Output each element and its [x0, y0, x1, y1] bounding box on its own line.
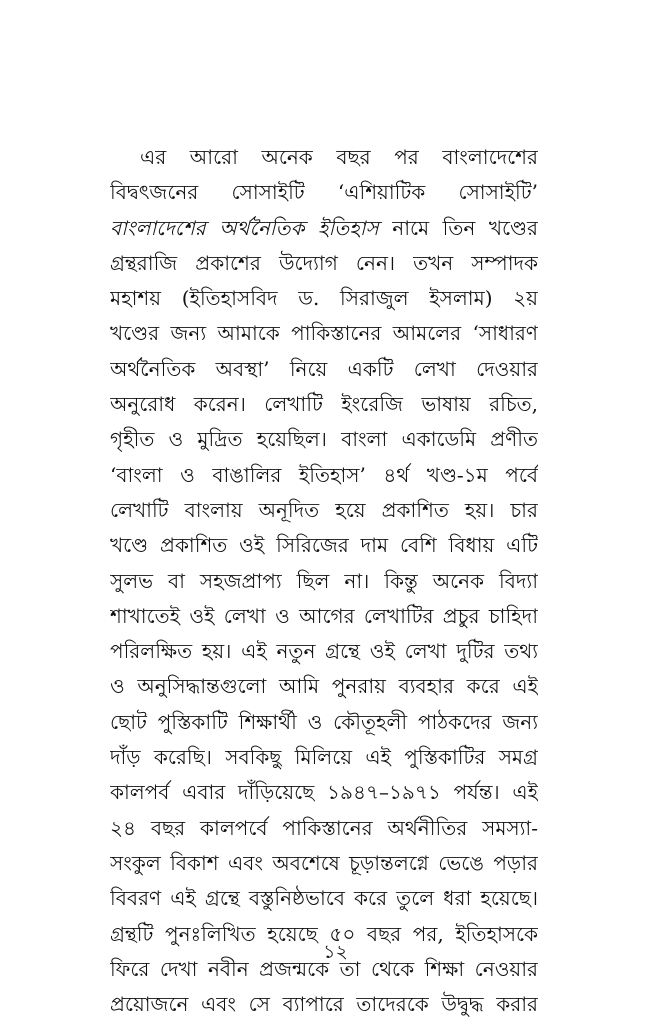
- text-line: গৃহীত ও মুদ্রিত হয়েছিল। বাংলা একাডেমি প্রণীত: [110, 427, 538, 452]
- text-line: ও অনুসিদ্ধান্তগুলো আমি পুনরায় ব্যবহার করে এই: [110, 674, 538, 699]
- text-line: লেখাটি বাংলায় অনূদিত হয়ে প্রকাশিত হয়। চার: [110, 497, 538, 522]
- text-line: শাখাতেই ওই লেখা ও আগের লেখাটির প্রচুর চাহিদা: [110, 603, 538, 628]
- text-line: সুলভ বা সহজপ্রাপ্য ছিল না। কিন্তু অনেক বিদ্যা: [110, 568, 538, 593]
- text-line: ‘বাংলা ও বাঙালির ইতিহাস’ ৪র্থ খণ্ড-১ম পর্বে: [110, 462, 538, 487]
- text-line: অনুরোধ করেন। লেখাটি ইংরেজি ভাষায় রচিত,: [110, 392, 538, 417]
- text-line: অর্থনৈতিক অবস্থা’ নিয়ে একটি লেখা দেওয়ার: [110, 356, 538, 381]
- text-line: খণ্ডের জন্য আমাকে পাকিস্তানের আমলের ‘সাধারণ: [110, 321, 538, 346]
- text-line: ছোট পুস্তিকাটি শিক্ষার্থী ও কৌতূহলী পাঠকদের জন্য: [110, 709, 538, 734]
- text-line: দাঁড় করেছি। সবকিছু মিলিয়ে এই পুস্তিকাটির সমগ্র: [110, 745, 538, 770]
- text-line: এর আরো অনেক বছর পর বাংলাদেশের: [140, 145, 538, 169]
- text-line: গ্রন্থটি পুনঃলিখিত হয়েছে ৫০ বছর পর, ইতিহাসকে: [110, 921, 538, 946]
- page-number: ১২: [323, 941, 348, 963]
- body-text: [110, 140, 538, 1022]
- text-line: মহাশয় (ইতিহাসবিদ ড. সিরাজুল ইসলাম) ২য়: [110, 286, 538, 311]
- text-line: কালপর্ব এবার দাঁড়িয়েছে ১৯৪৭–১৯৭১ পর্যন্ত। এই: [110, 780, 538, 805]
- text-line: গ্রন্থরাজি প্রকাশের উদ্যোগ নেন। তখন সম্পাদক: [110, 250, 538, 275]
- text-line: সংকুল বিকাশ এবং অবশেষে চূড়ান্তলগ্নে ভেঙে পড়ার: [110, 850, 538, 875]
- text-line: বিদ্বৎজনের সোসাইটি ‘এশিয়াটিক সোসাইটি’: [110, 180, 538, 205]
- text-line: পরিলক্ষিত হয়। এই নতুন গ্রন্থে ওই লেখা দুটির তথ্য: [110, 639, 538, 664]
- text-line: ২৪ বছর কালপর্বে পাকিস্তানের অর্থনীতির সমস্যা-: [110, 815, 538, 840]
- text-line: বিবরণ এই গ্রন্থে বস্তুনিষ্ঠভাবে করে তুলে ধরা হয়েছে।: [110, 886, 538, 911]
- text-line: প্রয়োজনে এবং সে ব্যাপারে তাদেরকে উদ্বুদ্ধ করার: [110, 992, 538, 1017]
- text-line: ফিরে দেখা নবীন প্রজন্মকে তা থেকে শিক্ষা নেওয়ার: [110, 956, 538, 981]
- text-line: খণ্ডে প্রকাশিত ওই সিরিজের দাম বেশি বিধায় এটি: [110, 533, 538, 558]
- text-line: বাংলাদেশের অর্থনৈতিক ইতিহাস নামে তিন খণ্ডের: [110, 215, 538, 240]
- book-title-italic: বাংলাদেশের অর্থনৈতিক ইতিহাস: [110, 215, 379, 240]
